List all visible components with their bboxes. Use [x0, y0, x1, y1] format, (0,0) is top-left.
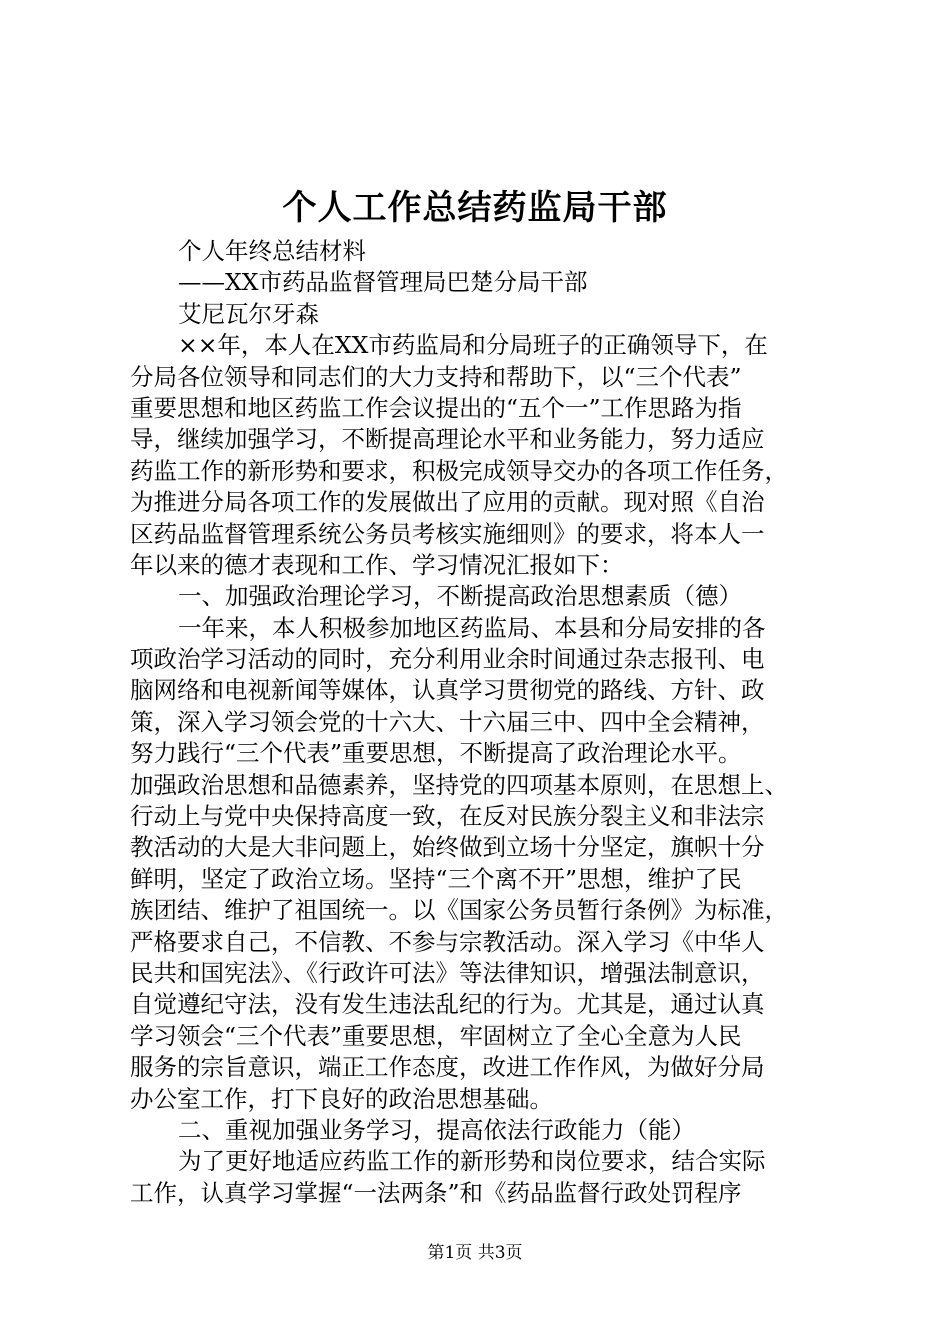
text-line: 自觉遵纪守法，没有发生违法乱纪的行为。尤其是，通过认真	[130, 990, 765, 1019]
text-line: 学习领会“三个代表”重要思想，牢固树立了全心全意为人民	[130, 1021, 742, 1050]
text-line: 办公室工作，打下良好的政治思想基础。	[130, 1084, 553, 1113]
document-title: 个人工作总结药监局干部	[282, 188, 668, 228]
document-body	[130, 236, 830, 1209]
text-line: 民共和国宪法》、《行政许可法》等法律知识，增强法制意识，	[130, 958, 765, 987]
text-line: 教活动的大是大非问题上，始终做到立场十分坚定，旗帜十分	[130, 833, 765, 862]
text-line: 艾尼瓦尔牙森	[178, 299, 319, 328]
text-line: ××年，本人在XX市药监局和分局班子的正确领导下，在	[178, 331, 768, 360]
text-line: 分局各位领导和同志们的大力支持和帮助下，以“三个代表”	[130, 362, 742, 391]
text-line: 为了更好地适应药监工作的新形势和岗位要求，结合实际	[178, 1147, 766, 1176]
text-line: 工作，认真学习掌握“一法两条”和《药品监督行政处罚程序	[130, 1178, 742, 1207]
text-line: 服务的宗旨意识，端正工作态度，改进工作作风，为做好分局	[130, 1053, 765, 1082]
text-line: 重要思想和地区药监工作会议提出的“五个一”工作思路为指	[130, 393, 742, 422]
text-line: 行动上与党中央保持高度一致，在反对民族分裂主义和非法宗	[130, 802, 765, 831]
text-line: 严格要求自己，不信教、不参与宗教活动。深入学习《中华人	[130, 927, 765, 956]
text-line: 脑网络和电视新闻等媒体，认真学习贯彻党的路线、方针、政	[130, 676, 765, 705]
text-line: 鲜明，坚定了政治立场。坚持“三个离不开”思想，维护了民	[130, 864, 742, 893]
text-line: ——XX市药品监督管理局巴楚分局干部	[178, 268, 588, 297]
text-line: 策，深入学习领会党的十六大、十六届三中、四中全会精神，	[130, 707, 765, 736]
text-line: 加强政治思想和品德素养，坚持党的四项基本原则，在思想上、	[130, 770, 788, 799]
text-line: 个人年终总结材料	[178, 237, 366, 265]
text-line: 一年来，本人积极参加地区药监局、本县和分局安排的各	[178, 613, 766, 642]
text-line: 导，继续加强学习，不断提高理论水平和业务能力，努力适应	[130, 425, 765, 454]
text-line: 族团结、维护了祖国统一。以《国家公务员暂行条例》为标准，	[130, 896, 788, 925]
text-line: 为推进分局各项工作的发展做出了应用的贡献。现对照《自治	[130, 488, 765, 517]
text-line: 区药品监督管理系统公务员考核实施细则》的要求，将本人一	[130, 519, 765, 548]
text-line: 药监工作的新形势和要求，积极完成领导交办的各项工作任务，	[130, 456, 788, 485]
text-line: 一、加强政治理论学习，不断提高政治思想素质（德）	[178, 582, 742, 611]
text-line: 项政治学习活动的同时，充分利用业余时间通过杂志报刊、电	[130, 645, 765, 674]
page-footer: 第1页 共3页	[427, 1243, 523, 1263]
text-line: 年以来的德才表现和工作、学习情况汇报如下：	[130, 550, 624, 579]
text-line: 二、重视加强业务学习，提高依法行政能力（能）	[178, 1115, 695, 1144]
text-line: 努力践行“三个代表”重要思想，不断提高了政治理论水平。	[130, 739, 742, 768]
